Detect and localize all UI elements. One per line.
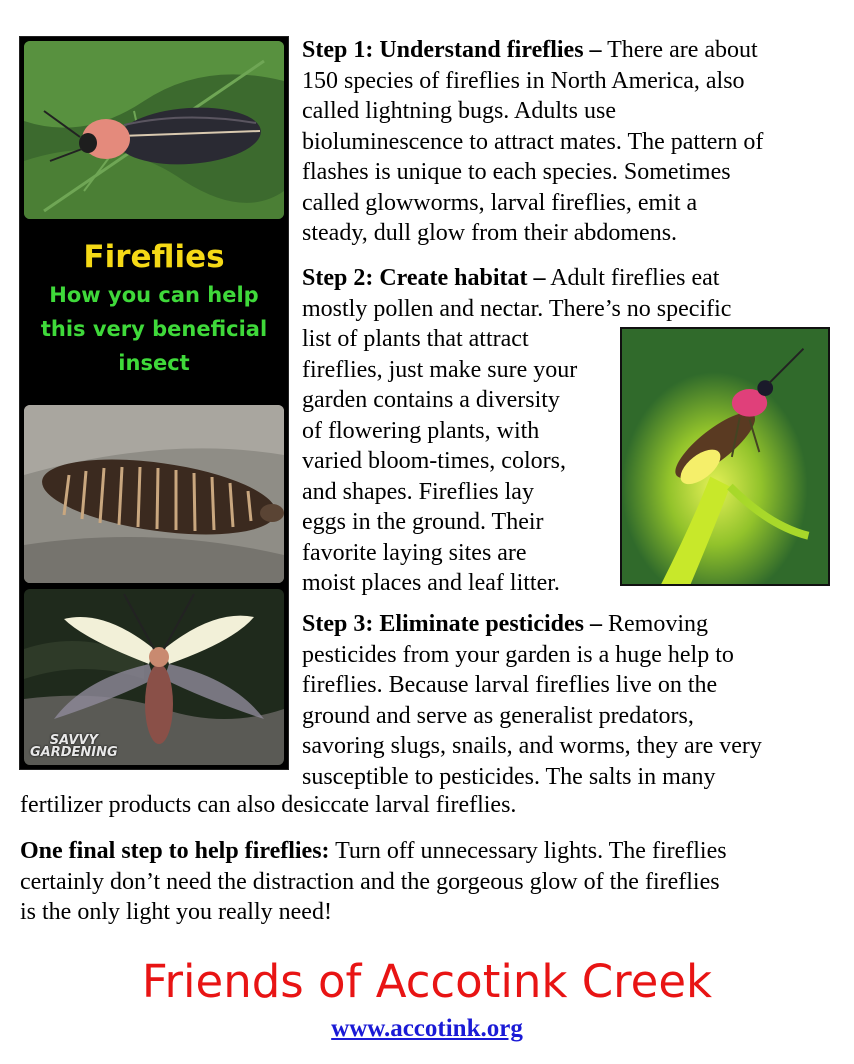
- step-2-line-1: Adult fireflies eat: [545, 265, 720, 291]
- final-step-paragraph: [20, 836, 830, 928]
- watermark-line-1: SAVVY: [49, 733, 98, 748]
- fireflies-image-strip: [19, 36, 289, 770]
- strip-caption: [20, 237, 288, 379]
- step-2-wrap-line-6: and shapes. Fireflies lay: [302, 478, 534, 505]
- website-link[interactable]: www.accotink.org: [331, 1015, 523, 1042]
- step-1-paragraph: [302, 35, 822, 249]
- strip-subtitle-line-3: insect: [118, 351, 190, 375]
- strip-title: Fireflies: [83, 239, 225, 275]
- final-line-2: certainly don’t need the distraction and the gorgeous glow of the fireflies: [20, 868, 720, 895]
- step-2-wrap-line-9: moist places and leaf litter.: [302, 570, 560, 596]
- step-1-line-5: flashes is unique to each species. Sometimes: [302, 159, 731, 185]
- step-1-line-3: called lightning bugs. Adults use: [302, 98, 616, 124]
- footer-link-wrapper: [0, 1015, 854, 1043]
- step-3-heading: Step 3: Eliminate pesticides –: [302, 611, 602, 637]
- step-2-wrap-line-3: garden contains a diversity: [302, 387, 560, 413]
- org-name: Friends of Accotink Creek: [141, 955, 713, 1008]
- final-line-1: Turn off unnecessary lights. The fireflies: [329, 838, 727, 864]
- savvy-gardening-watermark: [30, 735, 118, 759]
- larval-firefly-photo: [24, 405, 284, 583]
- step-3-full-width-line: fertilizer products can also desiccate larval fireflies.: [20, 792, 517, 818]
- step-2-wrap-line-1: list of plants that attract: [302, 326, 529, 352]
- step-3-paragraph: [302, 609, 822, 792]
- step-2-wrap-line-5: varied bloom-times, colors,: [302, 448, 566, 474]
- final-step-heading: One final step to help fireflies:: [20, 838, 330, 864]
- step-2-wrap-line-7: eggs in the ground. Their: [302, 509, 544, 535]
- step-2-heading: Step 2: Create habitat –: [302, 265, 546, 291]
- step-2-paragraph: [302, 263, 822, 599]
- step-3-line-1: Removing: [602, 611, 708, 637]
- winged-firefly-photo: [24, 589, 284, 765]
- step-3-line-2: pesticides from your garden is a huge help to: [302, 641, 734, 668]
- step-2-wrap-line-2: fireflies, just make sure your: [302, 356, 578, 383]
- step-3-line-5: savoring slugs, snails, and worms, they are very: [302, 733, 762, 759]
- step-2-wrapped-text: [302, 324, 610, 599]
- step-1-line-6: called glowworms, larval fireflies, emit a: [302, 189, 698, 216]
- adult-firefly-on-leaf-photo: [24, 41, 284, 219]
- step-1-line-1: There are about: [601, 37, 758, 63]
- step-2-line-2: mostly pollen and nectar. There’s no specific: [302, 295, 732, 322]
- final-line-3: is the only light you really need!: [20, 899, 332, 925]
- strip-subtitle-line-2: this very beneficial: [40, 317, 268, 341]
- step-2-wrap-line-8: favorite laying sites are: [302, 539, 527, 566]
- step-3-line-6: susceptible to pesticides. The salts in many: [302, 763, 716, 790]
- watermark-line-2: GARDENING: [30, 745, 118, 760]
- step-1-heading: Step 1: Understand fireflies –: [302, 37, 602, 63]
- step-3-line-3: fireflies. Because larval fireflies live on the: [302, 672, 718, 698]
- strip-subtitle-line-1: How you can help: [49, 283, 259, 307]
- step-2-wrap-line-4: of flowering plants, with: [302, 417, 540, 444]
- step-1-line-4: bioluminescence to attract mates. The pattern of: [302, 128, 764, 155]
- step-3-line-4: ground and serve as generalist predators,: [302, 702, 694, 729]
- step-1-line-7: steady, dull glow from their abdomens.: [302, 220, 678, 246]
- step-1-line-2: 150 species of fireflies in North America, also: [302, 67, 745, 94]
